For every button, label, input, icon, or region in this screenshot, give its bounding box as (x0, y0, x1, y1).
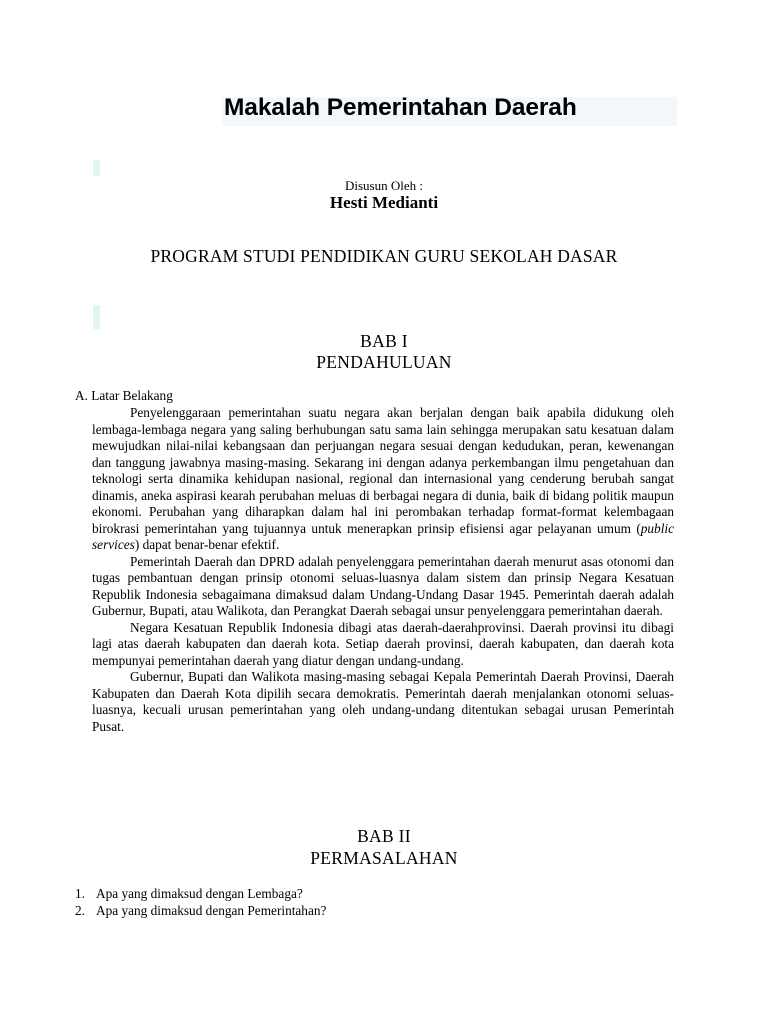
prepared-by-label: Disusun Oleh : (345, 178, 423, 193)
list-text: Apa yang dimaksud dengan Pemerintahan? (96, 902, 327, 918)
list-text: Apa yang dimaksud dengan Lembaga? (96, 886, 303, 901)
section-heading: A. Latar Belakang (75, 388, 173, 403)
chapter-1-number: BAB I (360, 331, 408, 351)
italic-term: public services (92, 520, 674, 552)
chapter-1-title: PENDAHULUAN (316, 352, 452, 372)
margin-marker (93, 160, 100, 176)
author-name: Hesti Medianti (329, 193, 439, 212)
margin-marker (93, 305, 100, 329)
list-number: 1. (75, 886, 85, 901)
document-title: Makalah Pemerintahan Daerah (224, 94, 577, 121)
list-item (75, 903, 675, 920)
paragraph-1-text: Penyelenggaraan pemerintahan suatu negara akan berjalan dengan baik apabila didukung oleh lembaga-lembaga negara yang saling berhubungan satu sama lain sehingga merupakan satu kesatuan dalam mewujudkan nilai-nilai kebangsaan dan perjuangan negara sesuai dengan kedudukan, peran, kewenangan dan tanggung jawabnya masing-masing. Sekarang ini dengan adanya perkembangan ilmu pengetahuan dan teknologi serta dinamika kehidupan nasional, regional dan internasional yang cenderung berubah sangat dinamis, aneka aspirasi kearah perubahan meluas di berbagai negara di dunia, baik di bidang politik maupun ekonomi. Perubahan yang diharapkan dalam hal ini perombakan terhadap format-format kelembagaan birokrasi pemerintahan yang tujuannya untuk menerapkan prinsip efisiensi agar pelayanan umum ( (92, 405, 674, 536)
study-program: PROGRAM STUDI PENDIDIKAN GURU SEKOLAH DASAR (150, 246, 618, 266)
paragraph-1 (92, 405, 674, 554)
list-number: 2. (75, 902, 85, 918)
paragraph-1-text-end: ) dapat benar-benar efektif. (134, 537, 280, 552)
chapter-2-title: PERMASALAHAN (310, 848, 458, 868)
list-item (75, 886, 675, 903)
paragraph-3: Negara Kesatuan Republik Indonesia dibagi atas daerah-daerahprovinsi. Daerah provinsi itu dibagi lagi atas daerah kabupaten dan daerah kota. Setiap daerah provinsi, daerah kabupaten, dan daerah kota mempunyai pemerintahan daerah yang diatur dengan undang-undang. (92, 619, 674, 668)
chapter-1-body (92, 405, 674, 735)
chapter-2-number: BAB II (357, 826, 411, 846)
paragraph-4: Gubernur, Bupati dan Walikota masing-masing sebagai Kepala Pemerintah Daerah Provinsi, Daerah Kabupaten dan Daerah Kota dipilih secara demokratis. Pemerintah daerah menjalankan otonomi seluas-luasnya, kecuali urusan pemerintahan yang oleh undang-undang ditentukan sebagai urusan Pemerintah Pusat. (92, 669, 674, 734)
paragraph-2: Pemerintah Daerah dan DPRD adalah penyelenggara pemerintahan daerah menurut asas otonomi dan tugas pembantuan dengan prinsip otonomi seluas-luasnya dalam sistem dan prinsip Negara Kesatuan Republik Indonesia sebagaimana dimaksud dalam Undang-Undang Dasar 1945. Pemerintah daerah adalah Gubernur, Bupati, atau Walikota, dan Perangkat Daerah sebagai unsur penyelenggara pemerintahan daerah. (92, 553, 674, 618)
problem-list (75, 886, 675, 919)
